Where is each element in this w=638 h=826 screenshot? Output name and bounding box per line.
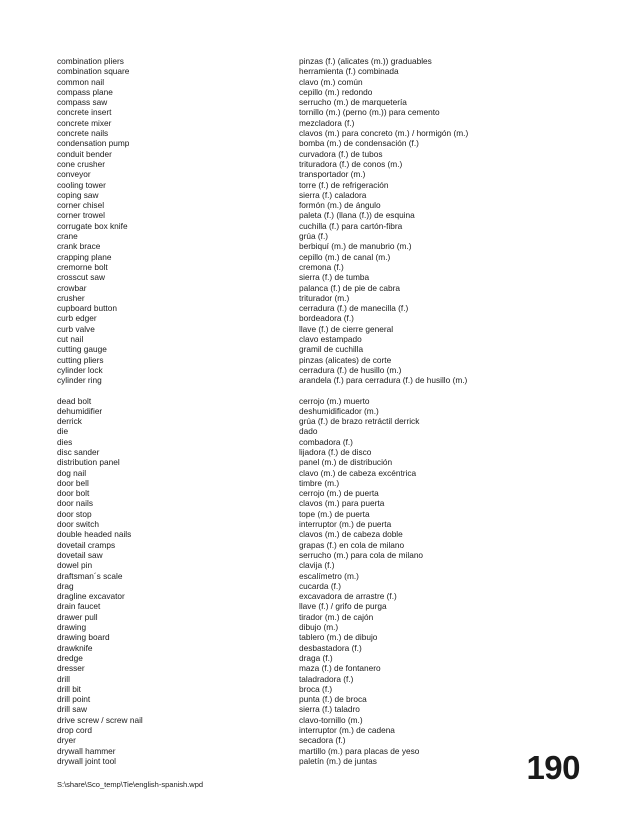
english-term: draftsman´s scale	[57, 570, 123, 581]
spanish-translation: pinzas (alicates) de corte	[299, 354, 392, 365]
english-term: dehumidifier	[57, 405, 103, 416]
glossary-entry	[0, 221, 638, 231]
english-term: double headed nails	[57, 529, 132, 540]
spanish-translation: cremona (f.)	[299, 261, 344, 272]
glossary-entry	[0, 303, 638, 313]
english-term: corrugate box knife	[57, 220, 128, 231]
spanish-translation: tirador (m.) de cajón	[299, 611, 374, 622]
glossary-entry	[0, 581, 638, 591]
english-term: drain faucet	[57, 601, 101, 612]
english-term: dowel pin	[57, 560, 93, 571]
spanish-translation: bomba (m.) de condensación (f.)	[299, 138, 419, 149]
glossary-entry	[0, 437, 638, 447]
english-term: drawknife	[57, 642, 93, 653]
english-term: drill saw	[57, 704, 87, 715]
spanish-translation: herramienta (f.) combinada	[299, 66, 399, 77]
english-term: cylinder lock	[57, 364, 103, 375]
spanish-translation: cepillo (m.) de canal (m.)	[299, 251, 391, 262]
glossary-entry	[0, 478, 638, 488]
glossary-entry	[0, 571, 638, 581]
spanish-translation: draga (f.)	[299, 652, 333, 663]
spanish-translation: clavo estampado	[299, 334, 362, 345]
spanish-translation: sierra (f.) de tumba	[299, 272, 370, 283]
glossary-entry	[0, 97, 638, 107]
english-term: crowbar	[57, 282, 87, 293]
english-term: drag	[57, 580, 74, 591]
glossary-entry	[0, 128, 638, 138]
glossary-entry	[0, 87, 638, 97]
english-term: condensation pump	[57, 138, 130, 149]
english-term: cone crusher	[57, 158, 105, 169]
english-term: drawing	[57, 622, 87, 633]
english-term: concrete insert	[57, 107, 112, 118]
english-term: compass saw	[57, 97, 108, 108]
glossary-entry	[0, 622, 638, 632]
spanish-translation: combadora (f.)	[299, 436, 353, 447]
glossary-entry	[0, 324, 638, 334]
glossary-entry	[0, 550, 638, 560]
english-term: door switch	[57, 519, 99, 530]
spanish-translation: tornillo (m.) (perno (m.)) para cemento	[299, 107, 440, 118]
spanish-translation: cerradura (f.) de manecilla (f.)	[299, 303, 409, 314]
english-term: cut nail	[57, 334, 84, 345]
english-term: drywall joint tool	[57, 755, 117, 766]
spanish-translation: interruptor (m.) de puerta	[299, 519, 392, 530]
spanish-translation: taladradora (f.)	[299, 673, 354, 684]
spanish-translation: grúa (f.) de brazo retráctil derrick	[299, 416, 420, 427]
english-term: drill point	[57, 694, 91, 705]
english-term: door nails	[57, 498, 93, 509]
spanish-translation: clavos (m.) para concreto (m.) / hormigón (m.)	[299, 128, 469, 139]
spanish-translation: clavos (m.) de cabeza doble	[299, 529, 403, 540]
english-term: door bolt	[57, 488, 90, 499]
spanish-translation: deshumidificador (m.)	[299, 405, 379, 416]
glossary-entry	[0, 426, 638, 436]
spanish-translation: escalímetro (m.)	[299, 570, 359, 581]
spanish-translation: excavadora de arrastre (f.)	[299, 591, 397, 602]
english-term: cylinder ring	[57, 375, 102, 386]
glossary-entry	[0, 674, 638, 684]
english-term: drive screw / screw nail	[57, 714, 143, 725]
english-term: dovetail cramps	[57, 539, 116, 550]
glossary-entry	[0, 313, 638, 323]
glossary-entry	[0, 77, 638, 87]
spanish-translation: martillo (m.) para placas de yeso	[299, 745, 420, 756]
english-term: cremorne bolt	[57, 261, 108, 272]
glossary-entry	[0, 365, 638, 375]
english-term: door stop	[57, 508, 92, 519]
glossary-entry	[0, 694, 638, 704]
spanish-translation: transportador (m.)	[299, 169, 366, 180]
spanish-translation: punta (f.) de broca	[299, 694, 367, 705]
glossary-entry	[0, 180, 638, 190]
glossary-entry	[0, 396, 638, 406]
glossary-entry	[0, 190, 638, 200]
spanish-translation: berbiquí (m.) de manubrio (m.)	[299, 241, 412, 252]
glossary-entry	[0, 118, 638, 128]
english-term: dead bolt	[57, 395, 92, 406]
english-term: combination square	[57, 66, 130, 77]
english-term: compass plane	[57, 86, 113, 97]
spanish-translation: dado	[299, 426, 318, 437]
spanish-translation: gramil de cuchilla	[299, 344, 364, 355]
spanish-translation: palanca (f.) de pie de cabra	[299, 282, 401, 293]
english-term: curb edger	[57, 313, 97, 324]
spanish-translation: arandela (f.) para cerradura (f.) de husillo (m.)	[299, 375, 468, 386]
english-term: drawing board	[57, 632, 110, 643]
page-number: 190	[526, 749, 580, 786]
english-term: crapping plane	[57, 251, 112, 262]
glossary-entry	[0, 138, 638, 148]
spanish-translation: serrucho (m.) para cola de milano	[299, 549, 424, 560]
spanish-translation: grúa (f.)	[299, 231, 329, 242]
glossary-entry	[0, 447, 638, 457]
english-term: dryer	[57, 735, 76, 746]
spanish-translation: sierra (f.) taladro	[299, 704, 360, 715]
glossary-entry	[0, 210, 638, 220]
english-term: cooling tower	[57, 179, 106, 190]
spanish-translation: paleta (f.) (llana (f.)) de esquina	[299, 210, 415, 221]
glossary-entry	[0, 519, 638, 529]
english-term: drop cord	[57, 725, 93, 735]
english-term: cutting pliers	[57, 354, 104, 365]
spanish-translation: maza (f.) de fontanero	[299, 663, 381, 674]
glossary-entry	[0, 231, 638, 241]
glossary-entry	[0, 488, 638, 498]
glossary-entry	[0, 468, 638, 478]
english-term: combination pliers	[57, 56, 124, 66]
glossary-entry	[0, 200, 638, 210]
english-term: drawer pull	[57, 611, 98, 622]
english-term: dog nail	[57, 467, 87, 478]
english-term: drill bit	[57, 683, 81, 694]
spanish-translation: broca (f.)	[299, 683, 333, 694]
english-term: concrete mixer	[57, 117, 112, 128]
spanish-translation: clavo-tornillo (m.)	[299, 714, 363, 725]
spanish-translation: cepillo (m.) redondo	[299, 86, 373, 97]
glossary-entry	[0, 159, 638, 169]
glossary-entry	[0, 509, 638, 519]
glossary-entry	[0, 498, 638, 508]
spanish-translation: interruptor (m.) de cadena	[299, 725, 395, 735]
spanish-translation: cucarda (f.)	[299, 580, 341, 591]
glossary-entry	[0, 66, 638, 76]
glossary-entry	[0, 262, 638, 272]
glossary-entry	[0, 725, 638, 735]
english-term: corner chisel	[57, 200, 105, 211]
spanish-translation: clavo (m.) común	[299, 76, 363, 87]
spanish-translation: sierra (f.) caladora	[299, 189, 367, 200]
spanish-translation: llave (f.) / grifo de purga	[299, 601, 387, 612]
english-term: dredge	[57, 652, 83, 663]
glossary-entry	[0, 283, 638, 293]
english-term: crank brace	[57, 241, 101, 252]
glossary-entry	[0, 56, 638, 66]
glossary-entry	[0, 334, 638, 344]
spanish-translation: secadora (f.)	[299, 735, 346, 746]
glossary-entry	[0, 540, 638, 550]
spanish-translation: trituradora (f.) de conos (m.)	[299, 158, 403, 169]
english-term: crusher	[57, 292, 85, 303]
spanish-translation: cuchilla (f.) para cartón-fibra	[299, 220, 403, 231]
spanish-translation: llave (f.) de cierre general	[299, 323, 394, 334]
english-term: concrete nails	[57, 128, 109, 139]
english-term: coping saw	[57, 189, 99, 200]
glossary-entry	[0, 293, 638, 303]
glossary-entry	[0, 375, 638, 385]
glossary-entry	[0, 529, 638, 539]
glossary-entry	[0, 344, 638, 354]
english-term: derrick	[57, 416, 82, 427]
english-term: dragline excavator	[57, 591, 125, 602]
glossary-entry	[0, 241, 638, 251]
glossary-entry	[0, 612, 638, 622]
glossary-entry	[0, 107, 638, 117]
glossary-entry	[0, 643, 638, 653]
english-term: curb valve	[57, 323, 95, 334]
glossary-entry	[0, 704, 638, 714]
spanish-translation: grapas (f.) en cola de milano	[299, 539, 405, 550]
spanish-translation: mezcladora (f.)	[299, 117, 355, 128]
english-term: drywall hammer	[57, 745, 116, 756]
english-term: crosscut saw	[57, 272, 105, 283]
spanish-translation: clavija (f.)	[299, 560, 335, 571]
english-term: conduit bender	[57, 148, 112, 159]
glossary-table	[0, 56, 638, 766]
glossary-entry	[0, 560, 638, 570]
english-term: cupboard button	[57, 303, 117, 314]
spanish-translation: bordeadora (f.)	[299, 313, 354, 324]
glossary-entry	[0, 252, 638, 262]
glossary-entry	[0, 169, 638, 179]
spanish-translation: dibujo (m.)	[299, 622, 339, 633]
spanish-translation: paletín (m.) de juntas	[299, 755, 377, 766]
english-term: disc sander	[57, 446, 100, 457]
glossary-entry	[0, 601, 638, 611]
glossary-entry	[0, 684, 638, 694]
glossary-entry	[0, 406, 638, 416]
english-term: dies	[57, 436, 73, 447]
spanish-translation: clavo (m.) de cabeza excéntrica	[299, 467, 417, 478]
footer-file-path: S:\share\Sco_temp\Tie\english-spanish.wpd	[57, 780, 204, 789]
glossary-entry	[0, 653, 638, 663]
glossary-entry	[0, 149, 638, 159]
spanish-translation: cerradura (f.) de husillo (m.)	[299, 364, 402, 375]
spanish-translation: triturador (m.)	[299, 292, 350, 303]
glossary-entry	[0, 663, 638, 673]
glossary-entry	[0, 632, 638, 642]
english-term: drill	[57, 673, 70, 684]
spanish-translation: clavos (m.) para puerta	[299, 498, 385, 509]
glossary-entry	[0, 272, 638, 282]
spanish-translation: cerrojo (m.) muerto	[299, 395, 370, 406]
english-term: die	[57, 426, 69, 437]
english-term: corner trowel	[57, 210, 105, 221]
spanish-translation: tablero (m.) de dibujo	[299, 632, 378, 643]
english-term: conveyor	[57, 169, 91, 180]
english-term: dovetail saw	[57, 549, 103, 560]
glossary-entry	[0, 715, 638, 725]
english-term: common nail	[57, 76, 105, 87]
spanish-translation: timbre (m.)	[299, 477, 340, 488]
glossary-entry	[0, 416, 638, 426]
spanish-translation: cerrojo (m.) de puerta	[299, 488, 379, 499]
glossary-section	[0, 396, 638, 767]
spanish-translation: panel (m.) de distribución	[299, 457, 393, 468]
glossary-entry	[0, 457, 638, 467]
spanish-translation: lijadora (f.) de disco	[299, 446, 372, 457]
glossary-entry	[0, 591, 638, 601]
spanish-translation: pinzas (f.) (alicates (m.)) graduables	[299, 56, 432, 66]
spanish-translation: desbastadora (f.)	[299, 642, 362, 653]
spanish-translation: tope (m.) de puerta	[299, 508, 370, 519]
spanish-translation: serrucho (m.) de marquetería	[299, 97, 407, 108]
spanish-translation: formón (m.) de ángulo	[299, 200, 381, 211]
english-term: door bell	[57, 477, 89, 488]
glossary-entry	[0, 355, 638, 365]
english-term: dresser	[57, 663, 85, 674]
glossary-entry	[0, 735, 638, 745]
english-term: distribution panel	[57, 457, 120, 468]
spanish-translation: torre (f.) de refrigeración	[299, 179, 389, 190]
spanish-translation: curvadora (f.) de tubos	[299, 148, 383, 159]
english-term: crane	[57, 231, 78, 242]
english-term: cutting gauge	[57, 344, 107, 355]
glossary-section	[0, 56, 638, 386]
